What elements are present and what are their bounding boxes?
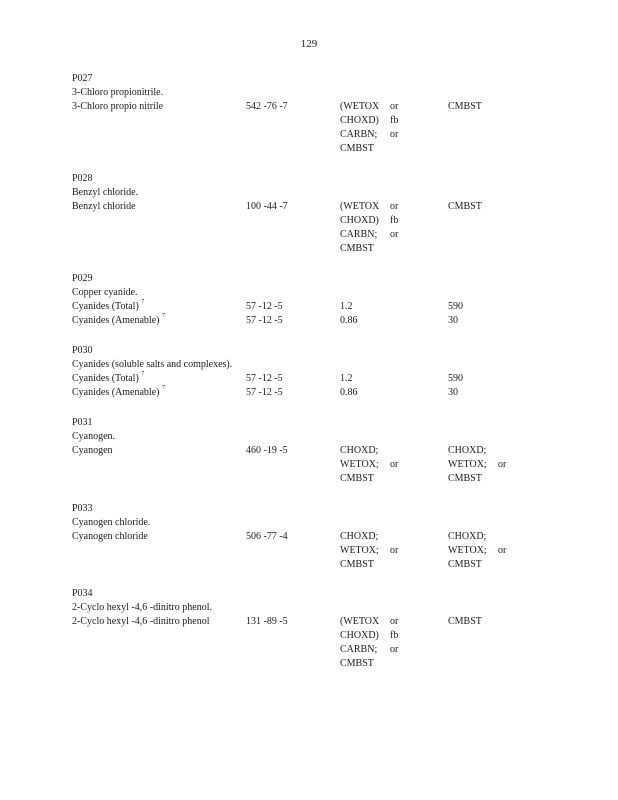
connector-word: or [390, 616, 399, 627]
technology-code: CHOXD) [340, 215, 379, 226]
cas-number: 57 -12 -5 [246, 387, 283, 398]
connector-word: or [390, 229, 399, 240]
waste-code: P028 [72, 173, 93, 184]
waste-code: P034 [72, 588, 93, 599]
nonwastewater-standard [340, 200, 410, 256]
page-number: 129 [300, 38, 318, 50]
constituent-name: Cyanides (Total) $^7$ [72, 371, 145, 384]
constituent-row [72, 530, 592, 570]
connector-word: or [390, 545, 399, 556]
technology-code: WETOX; [448, 459, 487, 470]
constituent-row [72, 386, 592, 400]
waste-code: P029 [72, 273, 93, 284]
wastewater-standard [448, 615, 528, 629]
nonwastewater-standard [340, 530, 410, 572]
technology-code: CMBST [448, 473, 482, 484]
waste-name: Benzyl chloride. [72, 187, 139, 198]
cas-number: 460 -19 -5 [246, 445, 288, 456]
nonwastewater-standard: 1.2 [340, 301, 353, 312]
cas-number: 131 -89 -5 [246, 616, 288, 627]
constituent-name: Cyanides (Total) $^7$ [72, 299, 145, 312]
technology-code: CHOXD; [340, 531, 379, 542]
constituent-name: Cyanogen [72, 445, 113, 456]
footnote-marker: 7 [161, 385, 165, 391]
constituent-row [72, 615, 592, 669]
constituent-name: 3-Chloro propio nitrile [72, 101, 164, 112]
nonwastewater-standard: 0.86 [340, 387, 358, 398]
connector-word: or [498, 459, 507, 470]
nonwastewater-standard: 0.86 [340, 315, 358, 326]
connector-word: fb [390, 215, 399, 226]
technology-code: CHOXD; [448, 531, 487, 542]
constituent-row [72, 314, 592, 328]
technology-code: WETOX; [340, 459, 379, 470]
connector-word: fb [390, 630, 399, 641]
waste-code: P033 [72, 503, 93, 514]
waste-name: 3-Chloro propionitrile. [72, 87, 164, 98]
constituent-row [72, 100, 592, 154]
technology-code: CHOXD; [340, 445, 379, 456]
cas-number: 100 -44 -7 [246, 201, 288, 212]
nonwastewater-standard [340, 100, 410, 156]
footnote-marker: 7 [161, 313, 165, 319]
technology-code: CARBN; [340, 129, 378, 140]
wastewater-standard [448, 200, 528, 214]
technology-code: CARBN; [340, 229, 378, 240]
technology-code: CMBST [340, 143, 374, 154]
entry-p030 [72, 344, 592, 400]
technology-code: CHOXD; [448, 445, 487, 456]
waste-name: Cyanides (soluble salts and complexes). [72, 359, 233, 370]
constituent-row [72, 200, 592, 254]
connector-word: or [390, 459, 399, 470]
cas-number: 542 -76 -7 [246, 101, 288, 112]
waste-name: Cyanogen chloride. [72, 517, 151, 528]
nonwastewater-standard: 1.2 [340, 373, 353, 384]
constituent-name: Cyanides (Amenable) $^7$ [72, 385, 165, 398]
cas-number: 57 -12 -5 [246, 315, 283, 326]
entry-p027 [72, 72, 592, 154]
technology-code: CHOXD) [340, 115, 379, 126]
waste-name: Cyanogen. [72, 431, 116, 442]
footnote-marker: 7 [141, 299, 145, 305]
wastewater-standard: 590 [448, 301, 463, 312]
technology-code: CMBST [448, 201, 482, 212]
technology-code: CMBST [340, 473, 374, 484]
technology-code: (WETOX [340, 101, 380, 112]
nonwastewater-standard [340, 444, 410, 486]
waste-name: 2-Cyclo hexyl -4,6 -dinitro phenol. [72, 602, 212, 613]
technology-code: CMBST [448, 101, 482, 112]
connector-word: or [390, 129, 399, 140]
technology-code: CHOXD) [340, 630, 379, 641]
constituent-row [72, 372, 592, 386]
cas-number: 506 -77 -4 [246, 531, 288, 542]
nonwastewater-standard [340, 615, 410, 671]
constituent-name: Cyanogen chloride [72, 531, 148, 542]
cas-number: 57 -12 -5 [246, 301, 283, 312]
footnote-marker: 7 [141, 371, 145, 377]
technology-code: CARBN; [340, 644, 378, 655]
wastewater-standard: 30 [448, 315, 458, 326]
connector-word: fb [390, 115, 399, 126]
constituent-name: Cyanides (Amenable) $^7$ [72, 313, 165, 326]
technology-code: CMBST [340, 243, 374, 254]
entry-p033 [72, 502, 592, 570]
waste-name: Copper cyanide. [72, 287, 138, 298]
constituent-name: Benzyl chloride [72, 201, 136, 212]
waste-code: P027 [72, 73, 93, 84]
waste-code: P031 [72, 417, 93, 428]
waste-code: P030 [72, 345, 93, 356]
connector-word: or [390, 201, 399, 212]
connector-word: or [498, 545, 507, 556]
cas-number: 57 -12 -5 [246, 373, 283, 384]
connector-word: or [390, 101, 399, 112]
entry-p034 [72, 587, 592, 669]
entry-p028 [72, 172, 592, 254]
constituent-row [72, 300, 592, 314]
technology-code: (WETOX [340, 201, 380, 212]
wastewater-standard: 590 [448, 373, 463, 384]
technology-code: WETOX; [340, 545, 379, 556]
technology-code: CMBST [340, 658, 374, 669]
technology-code: CMBST [448, 616, 482, 627]
wastewater-standard: 30 [448, 387, 458, 398]
constituent-row [72, 444, 592, 484]
technology-code: CMBST [448, 559, 482, 570]
constituent-name: 2-Cyclo hexyl -4,6 -dinitro phenol [72, 616, 210, 627]
technology-code: WETOX; [448, 545, 487, 556]
wastewater-standard [448, 100, 528, 114]
technology-code: (WETOX [340, 616, 380, 627]
wastewater-standard [448, 444, 528, 486]
entry-p029 [72, 272, 592, 328]
connector-word: or [390, 644, 399, 655]
technology-code: CMBST [340, 559, 374, 570]
entry-p031 [72, 416, 592, 484]
wastewater-standard [448, 530, 528, 572]
